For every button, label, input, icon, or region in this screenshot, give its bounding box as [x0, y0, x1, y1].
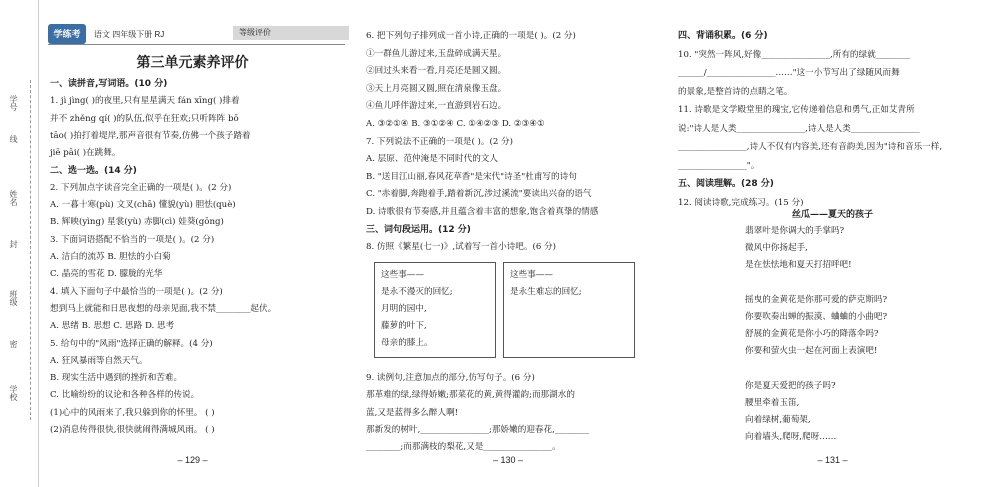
brand-logo: 学练考 — [48, 24, 86, 44]
page-title: 第三单元素养评价 — [136, 55, 249, 71]
question-line: 12. 阅读诗歌,完成练习。(15 分) — [678, 197, 804, 208]
poem-line: 向着绿树,葡萄架, — [745, 415, 811, 426]
poem-line: 是永不漫灭的回忆; — [381, 287, 453, 297]
question-line: 想到马上就能和日思夜想的母亲见面,我不禁________起伏。 — [50, 303, 277, 314]
question-line: C. 比喻纷纷的议论和各种各样的传说。 — [50, 390, 200, 401]
section-heading: 五、阅读理解。(28 分) — [678, 179, 774, 189]
question-line: A. 一暮十寒(pù) 文叉(chā) 懂貌(yù) 胆怯(què) — [50, 200, 236, 211]
question-line: A. 洁白的流苏 B. 胆怯的小白菊 — [50, 252, 171, 262]
question-line: D. 诗歌很有节奏感,并且蕴含着丰富的想象,饱含着真挚的情感 — [366, 207, 599, 217]
poem-line: 微风中你扬起手, — [745, 243, 808, 254]
section-heading: 一、读拼音,写词语。(10 分) — [50, 79, 168, 89]
margin-label-secret: 密 — [9, 340, 18, 348]
question-line: ________;而那满枝的梨花,又是________________。 — [366, 442, 561, 453]
question-line: 9. 读例句,注意加点的部分,仿写句子。(6 分) — [366, 373, 535, 383]
poem-line: 腰里牵着玉笛, — [745, 398, 800, 408]
question-line: 那新发的树叶,________________;那娇嫩的迎春花,________ — [366, 424, 590, 435]
question-line: 10. "突然一阵风,好像________________,所有的绿就________ — [678, 49, 911, 60]
page-129 — [40, 0, 345, 487]
section-heading: 三、词句段运用。(12 分) — [366, 224, 471, 235]
poem-line: 是永生难忘的回忆; — [510, 287, 582, 297]
question-line: ________________,诗人不仅有内容美,还有音韵美,因为"诗和音乐一样, — [678, 142, 943, 152]
poem-line: 向着墙头,爬呀,爬呀…… — [745, 432, 837, 443]
question-line: jiē pāi( )在跳舞。 — [50, 148, 121, 159]
question-line: B. 辉映(yìng) 星裳(yù) 赤脚(cì) 娃葵(gōng) — [50, 217, 224, 228]
question-line: 7. 下列说法不正确的一项是( )。(2 分) — [366, 136, 513, 147]
question-line: 蓝,又是蓝得多么醉人啊! — [366, 407, 459, 418]
binding-margin — [0, 0, 39, 487]
section-heading: 四、背诵积累。(6 分) — [678, 31, 768, 41]
poem-line: 这些事—— — [510, 270, 553, 280]
question-line: A. ③②①④ B. ③①②④ C. ①④②③ D. ②③④① — [366, 119, 545, 129]
grade-label: 等级评价 — [233, 26, 349, 40]
question-line: A. 思绪 B. 思想 C. 思路 D. 思考 — [50, 321, 175, 332]
question-line: ________________"。 — [678, 160, 760, 171]
question-line: 5. 给句中的"风雨"选择正确的解释。(4 分) — [50, 338, 213, 349]
question-line: ①一群鱼儿游过来,玉盘碎成满天星。 — [366, 48, 507, 59]
question-line: tāo( )拍打着堤岸,那声音很有节奏,仿佛一个孩子踏着 — [50, 130, 251, 141]
question-line: 那革难的绿,绿得娇嫩;那菜花的黄,黄得灌韵;而那湖水的 — [366, 390, 575, 401]
question-line: 6. 把下列句子排列成一首小诗,正确的一项是( )。(2 分) — [366, 31, 576, 41]
question-line: (2)消息传得很快,很快就闹得满城风雨。 ( ) — [50, 425, 215, 435]
margin-label-line: 线 — [9, 135, 18, 143]
question-line: A. 狂风暴雨等自然天气。 — [50, 355, 148, 366]
question-line: ③天上月亮圆又圆,照在清泉像玉盘。 — [366, 83, 507, 94]
question-line: C. 晶亮的雪花 D. 朦胧的光华 — [50, 269, 163, 280]
margin-label-name: 姓名 — [9, 190, 18, 206]
question-line: 并不 zhěng qí( )的队伍,似乎在狂欢;只听阵阵 bō — [50, 113, 239, 124]
example-poem-box — [374, 262, 496, 358]
question-line: ②回过头来看一看,月亮还是圆又圆。 — [366, 66, 507, 77]
question-line: 8. 仿照《繁星(七一)》,试着写一首小诗吧。(6 分) — [366, 242, 556, 253]
poem-title: 丝瓜——夏天的孩子 — [791, 210, 873, 220]
question-line: B. "送目江山丽,春风花草香"是宋代"诗圣"杜甫写的诗句 — [366, 171, 577, 182]
question-line: C. "赤着脚,奔跑着手,踏着新沉,涉过溪流"要读出兴奋的语气 — [366, 189, 592, 200]
question-line: A. 层原、范仲淹是不同时代的文人 — [366, 154, 498, 165]
poem-line: 翡翠叶是你调大的手掌吗? — [745, 226, 845, 236]
question-line: 的景象,是整首诗的点睛之笔。 — [678, 86, 793, 97]
margin-label-school: 学校 — [9, 385, 18, 401]
poem-line: 舒展的金黄花是你小巧的降落伞吗? — [745, 329, 879, 340]
poem-line: 你要吹奏出蝉的振漠、蛐蛐的小曲吧? — [745, 312, 888, 322]
page-number: – 129 – — [177, 455, 208, 465]
page-number: – 130 – — [492, 455, 524, 465]
question-line: B. 现实生活中遇到的挫折和苦难。 — [50, 373, 183, 384]
question-line: 3. 下面词语搭配不恰当的一项是( )。(2 分) — [50, 234, 215, 245]
page-number: – 131 – — [817, 455, 848, 465]
question-line: (1)心中的风雨来了,我只躲到你的怀里。 ( ) — [50, 407, 215, 418]
margin-label-seal: 封 — [9, 240, 18, 248]
question-line: 4. 填入下面句子中最恰当的一项是( )。(2 分) — [50, 286, 223, 297]
question-line: 说:"诗人是人类________________,诗人是人类________________ — [678, 123, 920, 134]
question-line: ④鱼儿呼伴游过来,一直游到岩石边。 — [366, 101, 507, 112]
margin-label-id: 学号 — [9, 95, 18, 111]
question-line: 1. jì jìng( )的夜里,只有星星满天 fán xīng( )排着 — [50, 96, 240, 107]
poem-line: 是在怯怯地和夏天打招呼吧! — [745, 260, 852, 271]
poem-line: 这些事—— — [381, 270, 424, 280]
cut-line — [30, 80, 31, 420]
poem-line: 藤萝的叶下, — [381, 321, 427, 331]
question-line: ______/________________……"这一小节写出了绿随风而舞 — [678, 68, 900, 78]
answer-poem-box[interactable] — [503, 262, 635, 358]
poem-line: 你是夏天爱把的孩子吗? — [745, 380, 836, 391]
page-131 — [670, 0, 995, 487]
book-meta: 语文 四年级下册 RJ — [94, 30, 165, 39]
poem-line: 母亲的膝上。 — [381, 338, 433, 348]
poem-line: 你要和萤火虫一起在河面上表演吧! — [745, 346, 878, 357]
margin-label-class: 班级 — [9, 290, 18, 306]
page-130 — [358, 0, 658, 487]
question-line: 2. 下列加点字读音完全正确的一项是( )。(2 分) — [50, 182, 232, 193]
section-heading: 二、选一选。(14 分) — [50, 165, 137, 176]
page-header — [48, 26, 345, 45]
question-line: 11. 诗歌是文学殿堂里的瑰宝,它传递着信息和勇气,正如艾青所 — [678, 105, 915, 115]
poem-line: 摇曳的金黄花是你那可爱的萨克斯吗? — [745, 294, 888, 305]
poem-line: 月明的园中, — [381, 304, 427, 314]
